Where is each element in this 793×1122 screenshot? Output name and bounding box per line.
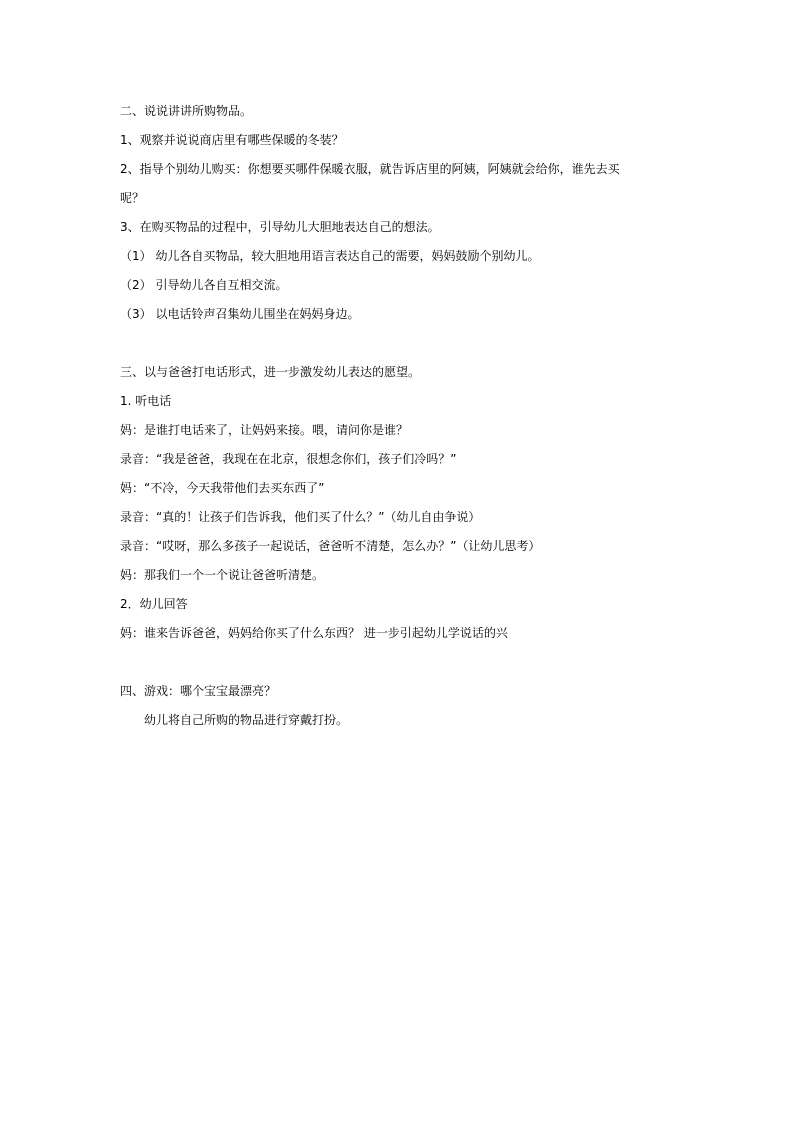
section2-heading: 二、说说讲讲所购物品。 [120, 104, 253, 118]
dialogue-line-4: 录音：“真的！让孩子们告诉我，他们买了什么？”（幼儿自由争说） [120, 510, 481, 524]
document-body [120, 97, 680, 735]
section2-sub2: （2） 引导幼儿各自互相交流。 [120, 278, 288, 292]
dialogue-line-6: 妈：那我们一个一个说让爸爸听清楚。 [120, 568, 325, 582]
section2-item3: 3、在购买物品的过程中，引导幼儿大胆地表达自己的想法。 [120, 220, 440, 234]
paragraph-gap [120, 648, 680, 677]
section2-item2-line2: 呢？ [120, 191, 145, 205]
section4-text: 幼儿将自己所购的物品进行穿戴打扮。 [144, 713, 349, 727]
dialogue-line-2: 录音：“我是爸爸，我现在在北京，很想念你们，孩子们冷吗？” [120, 452, 457, 466]
dialogue-line-3: 妈：“不冷，今天我带他们去买东西了” [120, 481, 325, 495]
section3-heading: 三、以与爸爸打电话形式，进一步激发幼儿表达的愿望。 [120, 365, 421, 379]
dialogue-line-1: 妈：是谁打电话来了，让妈妈来接。喂，请问你是谁？ [120, 423, 409, 437]
section2-item2-line1: 2、指导个别幼儿购买：你想要买哪件保暖衣服，就告诉店里的阿姨，阿姨就会给你，谁先去买 [120, 162, 620, 176]
section4-heading: 四、游戏：哪个宝宝最漂亮？ [120, 684, 277, 698]
section2-sub1: （1） 幼儿各自买物品，较大胆地用语言表达自己的需要，妈妈鼓励个别幼儿。 [120, 249, 540, 263]
section2-item1: 1、观察并说说商店里有哪些保暖的冬装？ [120, 133, 344, 147]
paragraph-gap [120, 329, 680, 358]
dialogue-line-5: 录音：“哎呀，那么多孩子一起说话，爸爸听不清楚，怎么办？”（让幼儿思考） [120, 539, 541, 553]
section2-sub3: （3） 以电话铃声召集幼儿围坐在妈妈身边。 [120, 307, 360, 321]
section3-step1: 1. 听电话 [120, 394, 172, 408]
section3-step2: 2．幼儿回答 [120, 597, 188, 611]
dialogue-line-7: 妈：谁来告诉爸爸，妈妈给你买了什么东西？ 进一步引起幼儿学说话的兴 [120, 626, 508, 640]
